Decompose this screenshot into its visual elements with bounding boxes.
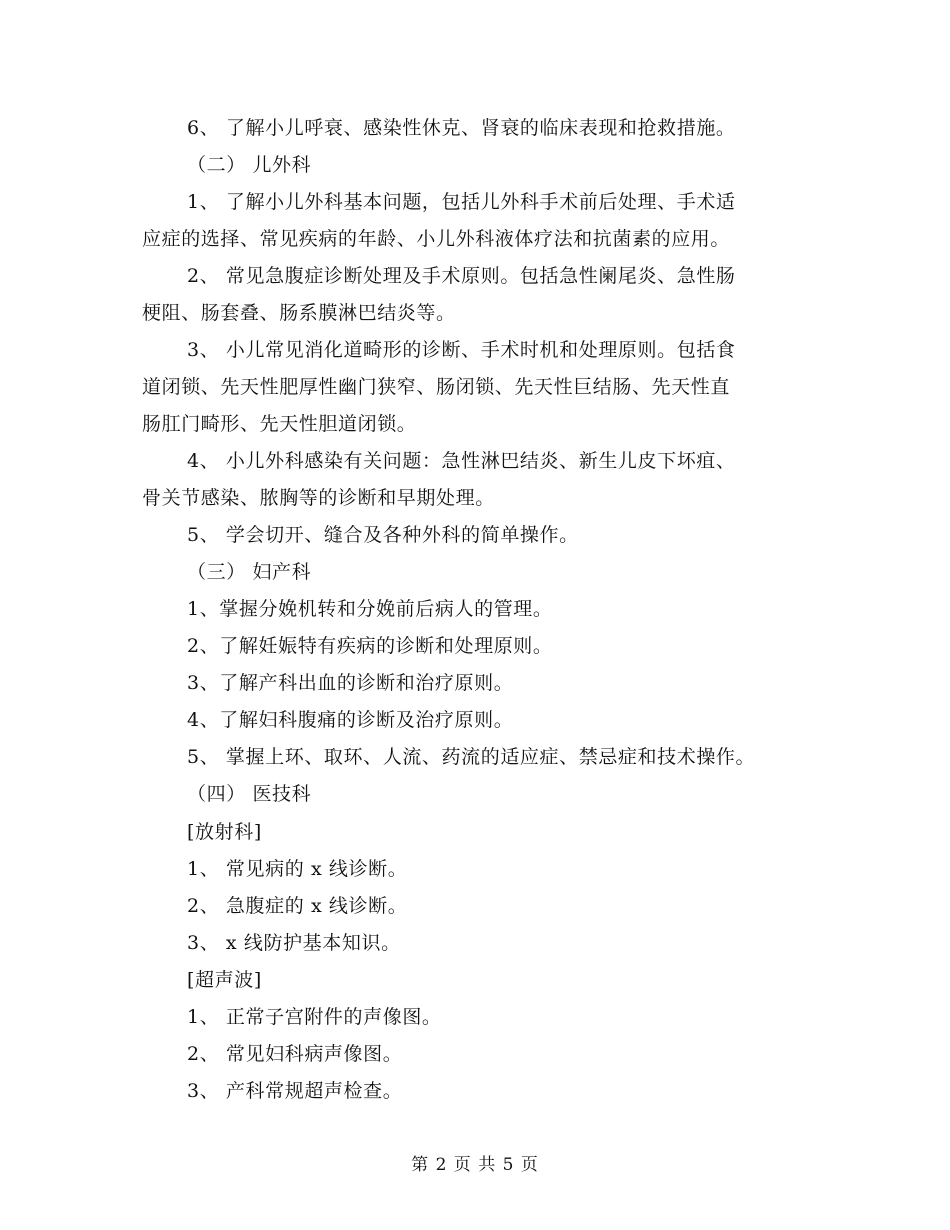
- text-line: 2、了解妊娠特有疾病的诊断和处理原则。: [187, 635, 553, 657]
- text-line: 3、 产科常规超声检查。: [187, 1080, 403, 1102]
- text-line: 骨关节感染、脓胸等的诊断和早期处理。: [142, 487, 495, 509]
- text-line: 应症的选择、常见疾病的年龄、小儿外科液体疗法和抗菌素的应用。: [142, 228, 731, 250]
- text-line: 2、 常见急腹症诊断处理及手术原则。包括急性阑尾炎、急性肠: [187, 265, 736, 287]
- section-heading: （二） 儿外科: [187, 154, 312, 176]
- page-number-footer: 第 2 页 共 5 页: [411, 1155, 539, 1175]
- text-line: 1、 正常子宫附件的声像图。: [187, 1006, 442, 1028]
- text-line: 4、 小儿外科感染有关问题：急性淋巴结炎、新生儿皮下坏疽、: [187, 450, 736, 472]
- text-line: 肠肛门畸形、先天性胆道闭锁。: [142, 413, 417, 435]
- section-heading: （四） 医技科: [187, 783, 312, 805]
- section-heading: （三） 妇产科: [187, 561, 312, 583]
- text-line: 2、 急腹症的 x 线诊断。: [187, 895, 408, 917]
- text-line: 3、了解产科出血的诊断和治疗原则。: [187, 672, 514, 694]
- text-line: 6、 了解小儿呼衰、感染性休克、肾衰的临床表现和抢救措施。: [187, 117, 736, 139]
- text-line: 5、 掌握上环、取环、人流、药流的适应症、禁忌症和技术操作。: [187, 746, 756, 768]
- text-line: 1、 常见病的 x 线诊断。: [187, 858, 408, 880]
- text-line: 1、 了解小儿外科基本问题，包括儿外科手术前后处理、手术适: [187, 191, 736, 213]
- text-line: 5、 学会切开、缝合及各种外科的简单操作。: [187, 524, 579, 546]
- text-line: 4、了解妇科腹痛的诊断及治疗原则。: [187, 709, 514, 731]
- text-line: 3、 x 线防护基本知识。: [187, 932, 401, 954]
- text-line: 1、掌握分娩机转和分娩前后病人的管理。: [187, 598, 553, 620]
- text-line: 梗阻、肠套叠、肠系膜淋巴结炎等。: [142, 302, 456, 324]
- text-line: 3、 小儿常见消化道畸形的诊断、手术时机和处理原则。包括食: [187, 339, 736, 361]
- text-line: 道闭锁、先天性肥厚性幽门狭窄、肠闭锁、先天性巨结肠、先天性直: [142, 376, 731, 398]
- text-line: 2、 常见妇科病声像图。: [187, 1043, 403, 1065]
- subsection-heading: [超声波]: [187, 969, 262, 991]
- subsection-heading: [放射科]: [187, 821, 262, 843]
